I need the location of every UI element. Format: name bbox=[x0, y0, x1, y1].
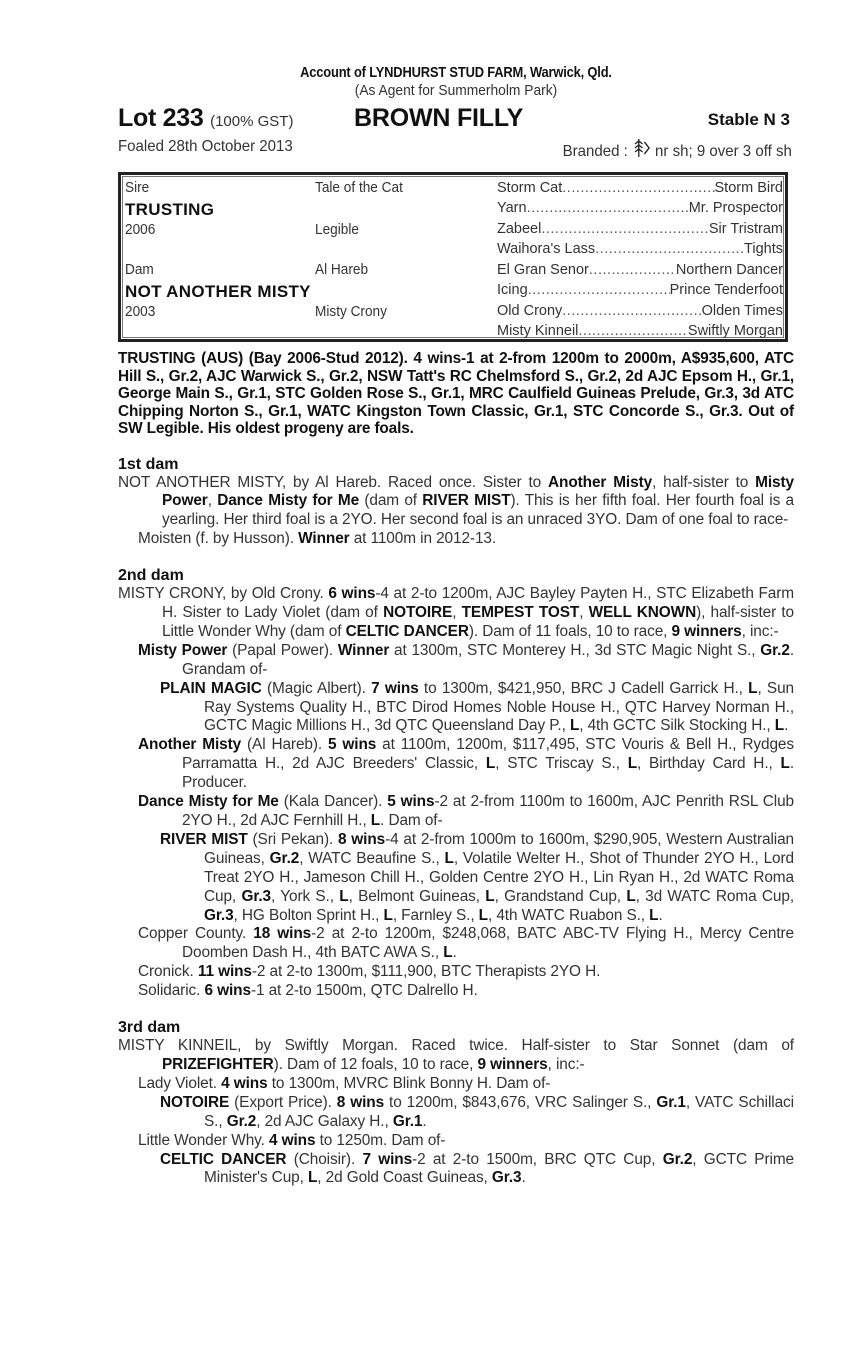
text-run: Cronick. bbox=[138, 963, 198, 981]
text-run: to 1200m, $843,676, VRC Salinger S., bbox=[384, 1093, 657, 1111]
text-run: Moisten (f. by Husson). bbox=[138, 530, 299, 548]
text-run: , 3d WATC Roma Cup, bbox=[635, 887, 794, 905]
bold-run: Gr.2 bbox=[662, 1150, 693, 1168]
progeny-entry bbox=[118, 831, 794, 926]
progeny-entry bbox=[118, 1132, 794, 1151]
bold-run: L bbox=[478, 906, 488, 924]
text-run: , 4th WATC Ruabon S., bbox=[487, 906, 650, 924]
bold-run: L bbox=[339, 887, 349, 905]
grandparent-row bbox=[497, 303, 783, 319]
progeny-entry bbox=[118, 680, 794, 737]
grandparent-row bbox=[497, 241, 783, 257]
text-run: Little Wonder Why. bbox=[138, 1131, 269, 1149]
text-run: (Papal Power). bbox=[227, 641, 338, 659]
text-run: . Dam of- bbox=[380, 812, 443, 829]
bold-run: 5 wins bbox=[387, 793, 435, 811]
dam-label: Dam bbox=[125, 262, 154, 278]
progeny-entry bbox=[118, 736, 794, 793]
lot-number bbox=[118, 104, 293, 133]
grandparent-right: Sir Tristram bbox=[708, 221, 783, 237]
stable-location: Stable N 3 bbox=[707, 110, 790, 129]
bold-run: 7 wins bbox=[371, 679, 419, 697]
text-run: (Choisir). bbox=[286, 1150, 363, 1168]
text-run: (Magic Albert). bbox=[261, 679, 372, 697]
text-run: at 1100m in 2012-13. bbox=[349, 530, 497, 548]
progeny-entry bbox=[118, 925, 794, 963]
bold-run: L bbox=[370, 812, 381, 829]
dam-year: 2003 bbox=[125, 304, 156, 320]
progeny-entry bbox=[118, 642, 794, 680]
grandparent-row bbox=[497, 221, 783, 237]
bold-run: 4 wins bbox=[268, 1131, 316, 1149]
bold-run: RIVER MIST bbox=[422, 492, 511, 510]
bold-run: PRIZEFIGHTER bbox=[162, 1055, 274, 1073]
bold-run: Another Misty bbox=[548, 473, 653, 491]
bold-run: NOTOIRE bbox=[383, 604, 453, 622]
text-run: , 2d AJC Galaxy H., bbox=[256, 1112, 393, 1130]
grandparent-right: Northern Dancer bbox=[675, 262, 783, 278]
leader-dots bbox=[562, 180, 714, 196]
text-run: , 2d Gold Coast Guineas, bbox=[317, 1169, 492, 1187]
bold-run: PLAIN MAGIC bbox=[160, 679, 262, 697]
text-run: . Producer. bbox=[182, 755, 794, 792]
bold-run: L bbox=[485, 887, 495, 905]
text-run: , inc:- bbox=[741, 622, 779, 640]
progeny-entry bbox=[118, 963, 794, 982]
text-run: , STC Triscay S., bbox=[495, 755, 628, 773]
grandparent-left: Storm Cat bbox=[497, 180, 563, 196]
text-run: (Sri Pekan). bbox=[247, 830, 339, 848]
pedigree-table bbox=[118, 172, 788, 342]
grandparent-right: Swiftly Morgan bbox=[687, 323, 783, 339]
bold-run: Another Misty bbox=[138, 736, 242, 754]
text-run: ). This is her fifth foal. Her fourth foal is a yearling. Her third foal is a 2YO. Her second foal is an unraced 3YO. Dam of one foal to race- bbox=[162, 492, 794, 529]
dam-section bbox=[118, 1018, 794, 1188]
text-run: (Export Price). bbox=[229, 1093, 337, 1111]
bold-run: L bbox=[383, 906, 393, 924]
bold-run: 5 wins bbox=[328, 736, 377, 754]
progeny-entry bbox=[118, 1094, 794, 1132]
bold-run: L bbox=[780, 755, 790, 773]
branded-detail: nr sh; 9 over 3 off sh bbox=[655, 143, 792, 160]
grandparent-right: Prince Tenderfoot bbox=[669, 282, 783, 298]
grandparent-row bbox=[497, 282, 783, 298]
dam-paragraph bbox=[118, 585, 794, 642]
text-run: , Birthday Card H., bbox=[637, 755, 781, 773]
grandparent-row bbox=[497, 200, 783, 216]
bold-run: Dance Misty for Me bbox=[138, 793, 279, 811]
dam-section bbox=[118, 455, 794, 550]
grandparent-left: Misty Kinneil bbox=[497, 323, 579, 339]
bold-run: L bbox=[444, 849, 454, 867]
bold-run: 7 wins bbox=[362, 1150, 413, 1168]
bold-run: RIVER MIST bbox=[160, 830, 248, 848]
text-run: -4 at 2-from 1000m to 1600m, $290,905, Western Australian Guineas, bbox=[204, 830, 795, 867]
bold-run: 8 wins bbox=[336, 1093, 385, 1111]
bold-run: L bbox=[569, 717, 580, 735]
grandparent-right: Mr. Prospector bbox=[688, 200, 783, 216]
text-run: NOT ANOTHER MISTY, by Al Hareb. Raced once. Sister to bbox=[118, 473, 549, 491]
progeny-entry bbox=[118, 530, 794, 549]
text-run: ). Dam of 11 foals, 10 to race, bbox=[468, 622, 672, 640]
dam-section bbox=[118, 566, 794, 1001]
leader-dots bbox=[527, 200, 689, 216]
dam-sections bbox=[118, 455, 794, 1189]
bold-run: Gr.1 bbox=[656, 1093, 686, 1111]
bold-run: 6 wins bbox=[328, 585, 376, 603]
text-run: , HG Bolton Sprint H., bbox=[233, 906, 384, 924]
text-run: at 1100m, 1200m, $117,495, STC Vouris & Bell H., Rydges Parramatta H., 2d AJC Breeders' Classic, bbox=[182, 736, 794, 773]
bold-run: CELTIC DANCER bbox=[345, 622, 469, 640]
text-run: , bbox=[579, 604, 589, 622]
bold-run: L bbox=[774, 717, 785, 735]
sire-dam: Legible bbox=[315, 222, 359, 238]
text-run: . bbox=[422, 1112, 427, 1130]
bold-run: Winner bbox=[298, 530, 350, 548]
bold-run: TEMPEST TOST bbox=[461, 604, 580, 622]
text-run: to 1250m. Dam of- bbox=[315, 1131, 446, 1149]
grandparent-right: Olden Times bbox=[701, 303, 783, 319]
lot-header bbox=[118, 104, 794, 134]
grandparent-left: El Gran Senor bbox=[497, 262, 589, 278]
bold-run: 8 wins bbox=[338, 830, 386, 848]
bold-run: Winner bbox=[337, 641, 390, 659]
bold-run: Gr.3 bbox=[491, 1169, 522, 1187]
grandparent-left: Old Crony bbox=[497, 303, 563, 319]
text-run: . bbox=[784, 717, 789, 735]
text-run: , Grandstand Cup, bbox=[494, 887, 627, 905]
sire-name: TRUSTING bbox=[125, 200, 215, 219]
dam-paragraph bbox=[118, 474, 794, 531]
bold-run: Gr.2 bbox=[269, 849, 300, 867]
text-run: -2 at 2-to 1300m, $111,900, BTC Therapists 2YO H. bbox=[251, 963, 601, 981]
text-run: MISTY CRONY, by Old Crony. bbox=[118, 585, 329, 603]
text-run: , 4th GCTC Silk Stocking H., bbox=[579, 717, 775, 735]
text-run: , Volatile Welter H., Shot of Thunder 2YO H., Lord Treat 2YO H., Jameson Chill H., Golden Centre 2YO H., Lin Ryan H., 2d WATC Roma Cup, bbox=[204, 849, 794, 905]
bold-run: L bbox=[626, 887, 636, 905]
progeny-entry bbox=[118, 1075, 794, 1094]
text-run: , VATC Schillaci S., bbox=[204, 1093, 794, 1130]
text-run: , Belmont Guineas, bbox=[348, 887, 486, 905]
leader-dots bbox=[528, 282, 670, 298]
branding bbox=[563, 138, 792, 161]
bold-run: 9 winners bbox=[671, 622, 742, 640]
progeny-entry bbox=[118, 982, 794, 1001]
text-run: . bbox=[452, 944, 457, 962]
lot-label: Lot 233 bbox=[118, 104, 204, 132]
text-run: -2 at 2-to 1200m, $248,068, BATC ABC-TV Flying H., Mercy Centre Doomben Dash H., 4th BATC AWA S., bbox=[182, 925, 794, 962]
bold-run: L bbox=[307, 1169, 318, 1187]
bold-run: L bbox=[748, 679, 758, 697]
sire-year: 2006 bbox=[125, 222, 156, 238]
bold-run: L bbox=[485, 755, 496, 773]
progeny-entry bbox=[118, 793, 794, 831]
branded-label: Branded : bbox=[562, 143, 628, 160]
text-run: , Farnley S., bbox=[392, 906, 479, 924]
leader-dots bbox=[595, 241, 744, 257]
grandparent-row bbox=[497, 180, 783, 196]
text-run: -2 at 2-from 1100m to 1600m, AJC Penrith RSL Club 2YO H., 2d AJC Fernhill H., bbox=[182, 793, 794, 829]
bold-run: L bbox=[627, 755, 638, 773]
text-run: . bbox=[521, 1169, 526, 1187]
text-run: , Sun Ray Systems Quality H., BTC Dirod Homes Noble House H., QTC Harvey Norman H., GCTC Magic Millions H., 3d QTC Queensland Day P., bbox=[204, 679, 794, 735]
text-run: . Grandam of- bbox=[182, 641, 794, 678]
sire-summary: TRUSTING (AUS) (Bay 2006-Stud 2012). 4 wins-1 at 2-from 1200m to 2000m, A$935,600, ATC Hill S., Gr.2, AJC Warwick S., Gr.2, NSW Tatt's RC Chelmsford S., Gr.2, 2d AJC Epsom H., Gr.1, George Main S., Gr.1, STC Golden Rose S., Gr.1, MRC Caulfield Guineas Prelude, Gr.3, 3d ATC Chipping Norton S., Gr.1, WATC Kingston Town Classic, Gr.1, STC Concorde S., Gr.3. Out of SW Legible. His oldest progeny are foals. bbox=[118, 350, 794, 437]
bold-run: CELTIC DANCER bbox=[160, 1150, 287, 1168]
text-run: -2 at 2-to 1500m, BRC QTC Cup, bbox=[412, 1150, 663, 1168]
dam-name: NOT ANOTHER MISTY bbox=[125, 282, 311, 301]
grandparent-left: Icing bbox=[497, 282, 528, 298]
bold-run: 9 winners bbox=[477, 1055, 548, 1073]
section-heading: 3rd dam bbox=[118, 1019, 181, 1037]
bold-run: L bbox=[443, 944, 453, 962]
grandparent-right: Tights bbox=[744, 241, 783, 257]
bold-run: Dance Misty for Me bbox=[217, 492, 360, 510]
bold-run: 11 wins bbox=[197, 963, 252, 981]
bold-run: Gr.3 bbox=[241, 887, 271, 905]
grandparent-left: Waihora's Lass bbox=[497, 241, 596, 257]
dam-dam: Misty Crony bbox=[315, 304, 387, 320]
leader-dots bbox=[578, 323, 688, 339]
brand-mark-icon bbox=[632, 138, 651, 158]
text-run: (dam of bbox=[359, 492, 423, 510]
text-run: , GCTC Prime Minister's Cup, bbox=[204, 1150, 795, 1187]
vendor-agent: (As Agent for Summerholm Park) bbox=[354, 82, 558, 99]
foaled-date: Foaled 28th October 2013 bbox=[118, 138, 293, 155]
bold-run: Gr.2 bbox=[760, 641, 790, 659]
section-heading: 2nd dam bbox=[118, 567, 184, 585]
vendor-account: Account of LYNDHURST STUD FARM, Warwick, Qld. bbox=[300, 64, 612, 81]
catalogue-page bbox=[118, 64, 794, 1188]
dam-paragraph bbox=[118, 1037, 794, 1075]
bold-run: Gr.3 bbox=[204, 906, 234, 924]
text-run: , bbox=[452, 604, 462, 622]
text-run: (Kala Dancer). bbox=[278, 793, 388, 811]
bold-run: Misty Power bbox=[162, 473, 794, 510]
text-run: -1 at 2-to 1500m, QTC Dalrello H. bbox=[250, 982, 478, 1000]
bold-run: Misty Power bbox=[138, 641, 228, 659]
text-run: to 1300m, MVRC Blink Bonny H. Dam of- bbox=[267, 1074, 551, 1092]
text-run: ), half-sister to Little Wonder Why (dam of bbox=[162, 604, 794, 640]
grandparent-row bbox=[497, 262, 783, 278]
sire-label: Sire bbox=[125, 180, 150, 196]
grandparent-row bbox=[497, 323, 783, 339]
bold-run: WELL KNOWN bbox=[588, 604, 697, 622]
grandparent-right: Storm Bird bbox=[714, 180, 783, 196]
text-run: , WATC Beaufine S., bbox=[299, 849, 445, 867]
section-heading: 1st dam bbox=[118, 455, 179, 473]
text-run: to 1300m, $421,950, BRC J Cadell Garrick H., bbox=[418, 679, 749, 697]
text-run: MISTY KINNEIL, by Swiftly Morgan. Raced twice. Half-sister to Star Sonnet (dam of bbox=[118, 1037, 794, 1055]
grandparent-left: Yarn bbox=[497, 200, 527, 216]
text-run: , York S., bbox=[271, 887, 340, 905]
text-run: (Al Hareb). bbox=[241, 736, 329, 754]
text-run: at 1300m, STC Monterey H., 3d STC Magic Night S., bbox=[389, 641, 761, 659]
text-run: , bbox=[207, 492, 218, 510]
progeny-entry bbox=[118, 1151, 794, 1189]
foaling-row bbox=[118, 136, 794, 162]
bold-run: Gr.1 bbox=[392, 1112, 423, 1130]
gst-note: (100% GST) bbox=[210, 113, 294, 130]
text-run: -4 at 2-to 1200m, AJC Bayley Payten H., STC Elizabeth Farm H. Sister to Lady Violet (dam of bbox=[162, 585, 794, 622]
text-run: , half-sister to bbox=[652, 473, 756, 491]
text-run: . bbox=[658, 906, 663, 924]
sex-colour: BROWN FILLY bbox=[354, 104, 524, 132]
text-run: Solidaric. bbox=[138, 982, 205, 1000]
text-run: , inc:- bbox=[547, 1055, 585, 1073]
dam-sire: Al Hareb bbox=[315, 262, 369, 278]
bold-run: Gr.2 bbox=[226, 1112, 257, 1130]
bold-run: NOTOIRE bbox=[160, 1093, 230, 1111]
text-run: Lady Violet. bbox=[138, 1074, 222, 1092]
bold-run: 4 wins bbox=[221, 1074, 268, 1092]
leader-dots bbox=[589, 262, 676, 278]
leader-dots bbox=[562, 303, 701, 319]
bold-run: 18 wins bbox=[253, 925, 312, 943]
grandparent-left: Zabeel bbox=[497, 221, 542, 237]
leader-dots bbox=[541, 221, 709, 237]
text-run: Copper County. bbox=[138, 925, 254, 943]
text-run: ). Dam of 12 foals, 10 to race, bbox=[273, 1055, 478, 1073]
bold-run: L bbox=[649, 906, 659, 924]
sire-sire: Tale of the Cat bbox=[315, 180, 403, 196]
bold-run: 6 wins bbox=[204, 982, 251, 1000]
